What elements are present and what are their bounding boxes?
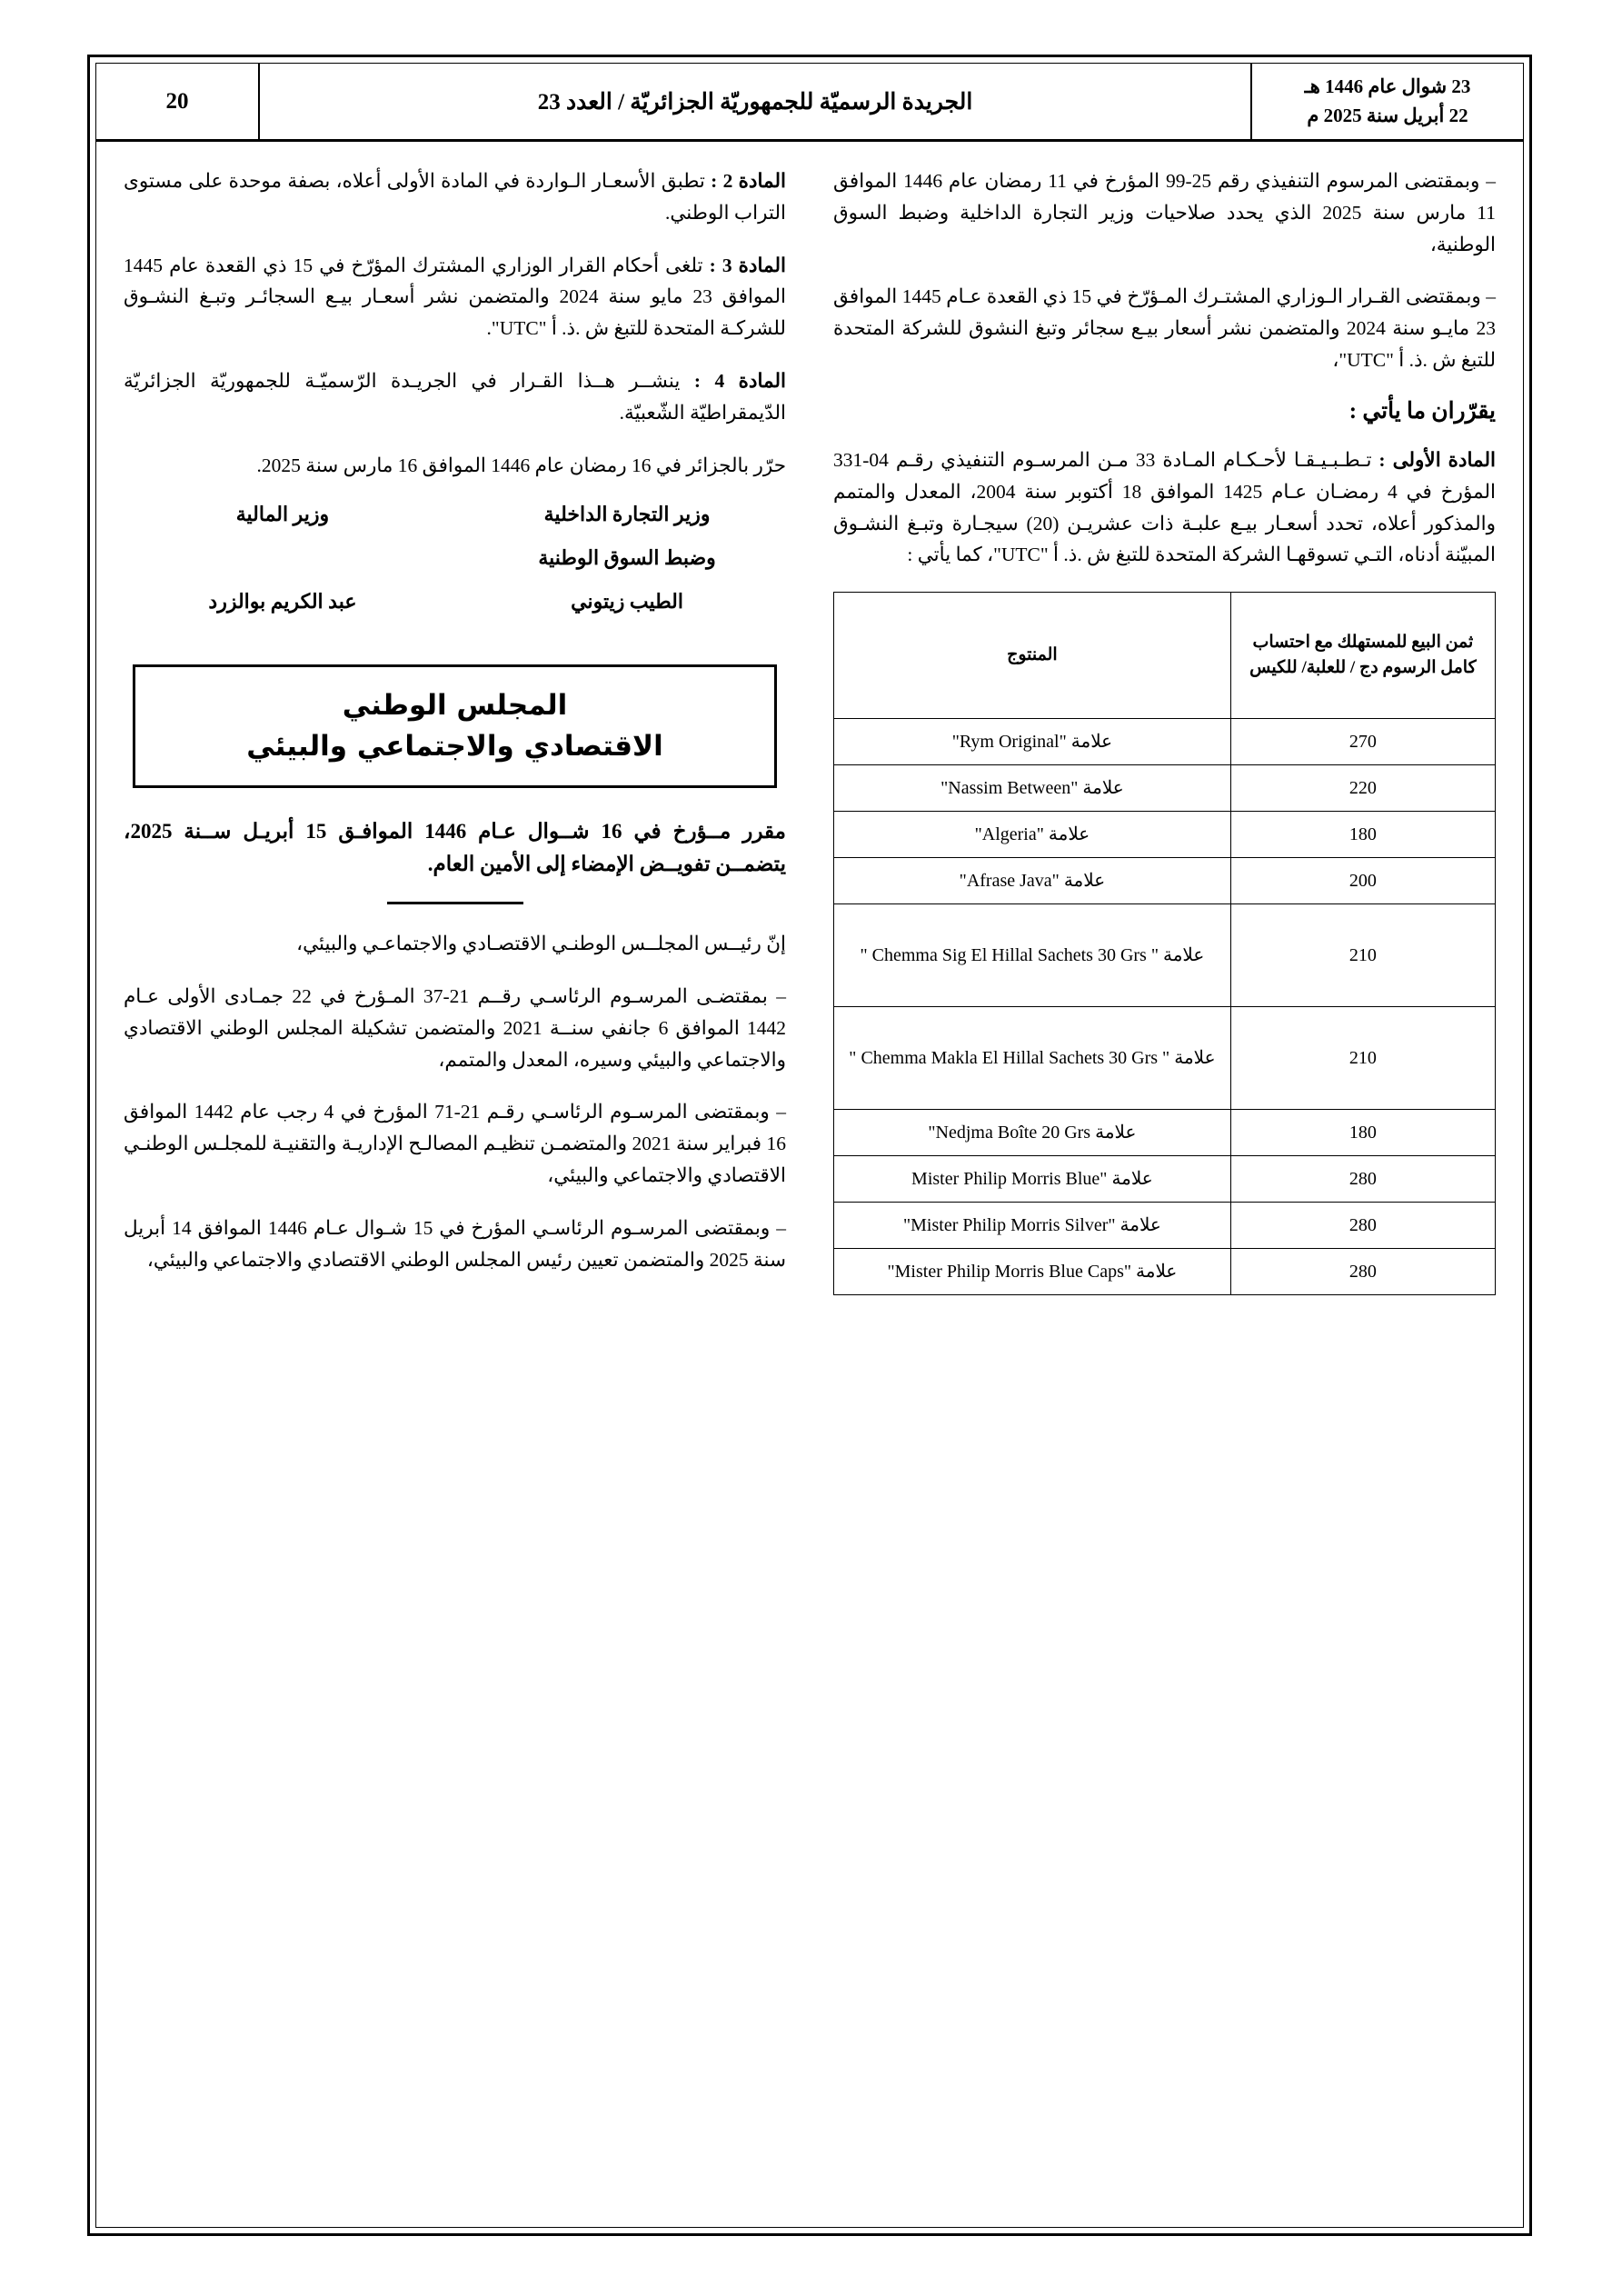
table-row [834,1203,1496,1249]
table-row [834,1007,1496,1110]
header-date-block [1250,64,1523,139]
table-header-row [834,593,1496,719]
article-4-text: ينشــر هــذا القـرار في الجريـدة الرّسميّـة للجمهوريّة الجزائريّة الدّيمقراطيّة الشّعبيّة. [124,370,786,424]
header-journal-title: الجريدة الرسميّة للجمهوريّة الجزائريّة / العدد 23 [537,89,973,115]
product-label: علامة [1059,871,1106,892]
cell-price: 270 [1230,719,1495,765]
article-2 [124,165,786,229]
product-brand-name: "Mister Philip Morris Silver" [902,1215,1116,1236]
decree-title: مقرر مــؤرخ في 16 شــوال عـام 1446 الموافـق 15 أبريـل ســنة 2025، يتضمــن تفويــض الإمضاء إلى الأمين العام. [124,819,786,876]
product-label: علامة [1066,732,1113,753]
product-label: علامة [1159,945,1205,966]
signature-name: عبد الكريم بوالزرد [208,589,357,613]
product-brand-name: "Nassim Between" [940,778,1079,799]
journal-page [87,55,1532,2236]
table-row [834,1156,1496,1203]
paragraph: إنّ رئيــس المجلــس الوطنـي الاقتصـادي والاجتماعـي والبيئي، [296,933,786,955]
table-row [834,904,1496,1007]
price-table-body [834,719,1496,1295]
column-right [810,165,1496,2227]
header-page-number: 20 [96,64,260,139]
paragraph: – وبمقتضى المرسوم التنفيذي رقم 25-99 المؤرخ في 11 رمضان عام 1446 الموافق 11 مارس سنة 2025 الذي يحدد صلاحيات وزير التجارة الداخلية وضبط السوق الوطنية، [833,170,1497,255]
product-brand-name: Mister Philip Morris Blue" [911,1169,1108,1190]
cell-product [834,765,1231,812]
table-row [834,1110,1496,1156]
article-1-label: المادة الأولى : [1378,448,1497,471]
header-hijri-date: 23 شوال عام 1446 هـ [1304,75,1471,97]
paragraph: – وبمقتضى المرسـوم الرئاسـي رقـم 21-71 المؤرخ في 4 رجب عام 1442 الموافق 16 فبراير سنة 2021 والمتضمـن تنظيـم المصالـح الإداريـة والتقنيـة للمجلـس الوطنـي الاقتصادي والاجتماعي والبيئي، [124,1101,786,1187]
product-brand-name: " Chemma Makla El Hillal Sachets 30 Grs " [849,1048,1170,1069]
paragraph: – وبمقتضى المرسـوم الرئاسـي المؤرخ في 15 شـوال عـام 1446 الموافق 14 أبريل سنة 2025 والمتضمن تعيين رئيس المجلس الوطني الاقتصادي والاجتماعي والبيئي، [124,1216,786,1271]
cell-price: 210 [1230,904,1495,1007]
product-label: علامة [1090,1123,1137,1143]
product-label: علامة [1169,1048,1216,1069]
cell-price: 280 [1230,1203,1495,1249]
signature-block [124,503,786,634]
article-2-label: المادة 2 : [711,170,786,192]
cell-price: 280 [1230,1156,1495,1203]
cell-product [834,1110,1231,1156]
cell-price: 210 [1230,1007,1495,1110]
cell-product [834,1249,1231,1295]
cell-product [834,812,1231,858]
column-left [124,165,810,2227]
cell-price: 220 [1230,765,1495,812]
cell-product [834,1203,1231,1249]
product-label: علامة [1107,1169,1153,1190]
council-title-line-1: المجلس الوطني [342,688,568,722]
signature-title-line-1: وزير التجارة الداخلية [543,502,711,525]
cell-product [834,1156,1231,1203]
product-label: علامة [1078,778,1124,799]
signed-at: حرّر بالجزائر في 16 رمضان عام 1446 الموافق 16 مارس سنة 2025. [256,454,786,476]
table-row [834,858,1496,904]
table-row [834,719,1496,765]
page-inner-border [95,63,1524,2228]
table-row [834,812,1496,858]
header-gregorian-date: 22 أبريل سنة 2025 م [1307,104,1468,126]
product-brand-name: " Chemma Sig El Hillal Sachets 30 Grs " [860,945,1159,966]
article-4 [124,365,786,429]
cell-product [834,1007,1231,1110]
column-header-product: المنتوج [834,593,1231,719]
product-brand-name: "Rym Original" [951,732,1067,753]
cell-product [834,904,1231,1007]
signature-minister-finance [124,503,442,634]
council-title-box [133,664,777,788]
paragraph: – بمقتضـى المرسـوم الرئاسـي رقــم 21-37 المـؤرخ في 22 جمـادى الأولى عـام 1442 الموافق 6 جانفي سنــة 2021 والمتضمن تشكيلة المجلس الوطني الاقتصادي والاجتماعي والبيئي وسيره، المعدل والمتمم، [124,984,787,1071]
page-header [96,64,1523,142]
product-label: علامة [1115,1215,1161,1236]
article-1-text: تـطـبـيـقـا لأحـكـام المـادة 33 مـن المرسـوم التنفيذي رقـم 04-331 المؤرخ في 4 رمضـان عـام 1425 الموافق 18 أكتوبر سنة 2004، المعدل والمتمم والمذكور أعلاه، تحدد أسعـار بيـع علبـة ذات عشريـن (20) سيجـارة وتبـغ النشـوق المبيّنة أدناه، التـي تسوقهـا الشركة المتحدة للتبغ ش .ذ. أ "UTC"، كما يأتي : [833,448,1496,566]
signature-spacer [124,546,442,570]
signature-name: الطيب زيتوني [571,589,683,613]
product-brand-name: "Algeria" [974,824,1044,845]
product-brand-name: "Mister Philip Morris Blue Caps" [887,1262,1132,1283]
product-brand-name: "Nedjma Boîte 20 Grs [928,1123,1091,1143]
product-brand-name: "Afrase Java" [959,871,1060,892]
product-label: علامة [1043,824,1090,845]
cell-price: 180 [1230,1110,1495,1156]
column-header-price: ثمن البيع للمستهلك مع احتساب كامل الرسوم دج / للعلبة/ للكيس [1230,593,1495,719]
article-3 [124,250,786,344]
table-row [834,1249,1496,1295]
price-table [833,592,1496,1295]
divider-rule [387,902,523,904]
signature-minister-interior-trade [468,503,786,634]
cell-price: 180 [1230,812,1495,858]
cell-product [834,719,1231,765]
paragraph: – وبمقتضى القـرار الـوزاري المشتـرك المـؤرّخ في 15 ذي القعدة عـام 1445 الموافق 23 مايـو سنة 2024 والمتضمن نشر أسعار بيـع سجائر وتبغ النشوق للشركة المتحدة للتبغ ش .ذ. أ "UTC"، [833,285,1497,372]
product-label: علامة [1131,1262,1178,1283]
cell-product [834,858,1231,904]
two-column-body [96,142,1523,2227]
table-row [834,765,1496,812]
decide-heading: يقرّران ما يأتي : [1348,398,1496,424]
signature-title-line-1: وزير المالية [235,502,330,525]
article-2-text: تطبق الأسعـار الـواردة في المادة الأولى أعلاه، بصفة موحدة على مستوى التراب الوطني. [124,170,786,224]
cell-price: 280 [1230,1249,1495,1295]
article-3-text: تلغى أحكام القرار الوزاري المشترك المؤرّخ في 15 ذي القعدة عام 1445 الموافق 23 مايو سنة 2024 والمتضمن نشر أسعـار بيـع السجائـر وتبـغ النشـوق للشركـة المتحدة للتبغ ش .ذ. أ "UTC". [124,254,786,340]
article-3-label: المادة 3 : [709,254,786,276]
signature-title-line-2: وضبط السوق الوطنية [538,545,716,569]
article-4-label: المادة 4 : [693,370,786,393]
cell-price: 200 [1230,858,1495,904]
article-1 [833,444,1496,571]
council-title-line-2: الاقتصادي والاجتماعي والبيئي [246,729,663,763]
